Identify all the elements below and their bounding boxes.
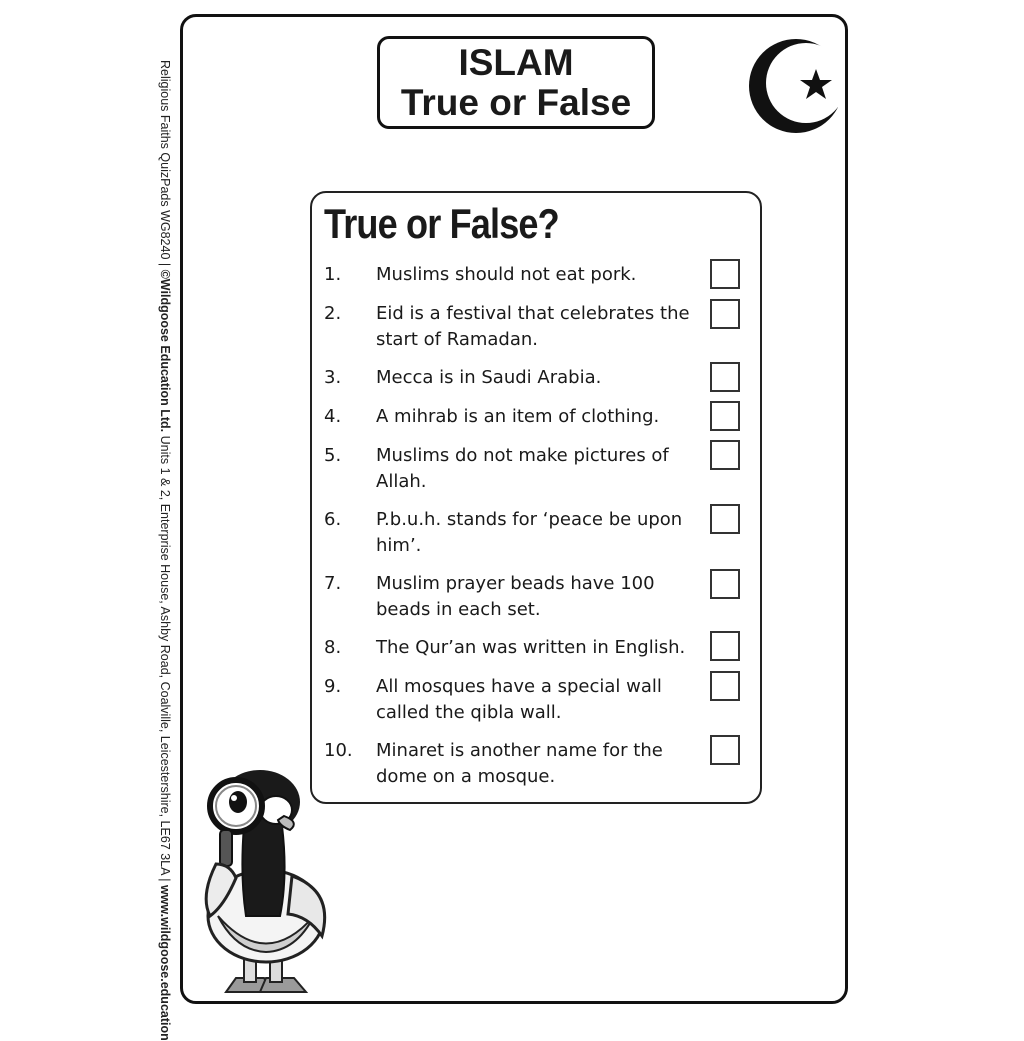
publisher-name: ©Wildgoose Education Ltd. bbox=[158, 269, 172, 433]
question-number: 2. bbox=[324, 303, 342, 324]
question-number: 6. bbox=[324, 509, 342, 530]
publisher-info bbox=[156, 60, 172, 1041]
crescent-star-icon bbox=[748, 36, 838, 136]
question-number: 3. bbox=[324, 367, 342, 388]
answer-checkbox[interactable] bbox=[710, 259, 740, 289]
question-text: Muslims should not eat pork. bbox=[376, 264, 637, 285]
publisher-website: www.wildgoose.education bbox=[158, 884, 172, 1041]
question-number: 10. bbox=[324, 740, 353, 761]
question-text: P.b.u.h. stands for ‘peace be upon him’. bbox=[376, 509, 683, 556]
answer-checkbox[interactable] bbox=[710, 440, 740, 470]
question-number: 7. bbox=[324, 573, 342, 594]
publisher-address: Units 1 & 2, Enterprise House, Ashby Road, Coalville, Leicestershire, LE67 3LA | bbox=[158, 432, 172, 885]
question-number: 8. bbox=[324, 637, 342, 658]
page-subtitle: True or False bbox=[400, 81, 632, 123]
answer-checkbox[interactable] bbox=[710, 631, 740, 661]
question-text: Muslim prayer beads have 100 beads in each set. bbox=[376, 573, 655, 620]
answer-checkbox[interactable] bbox=[710, 504, 740, 534]
answer-checkbox[interactable] bbox=[710, 735, 740, 765]
page-title: ISLAM bbox=[458, 41, 574, 83]
question-text: Mecca is in Saudi Arabia. bbox=[376, 367, 602, 388]
answer-checkbox[interactable] bbox=[710, 362, 740, 392]
question-text: The Qur’an was written in English. bbox=[376, 637, 686, 658]
answer-checkbox[interactable] bbox=[710, 671, 740, 701]
answer-checkbox[interactable] bbox=[710, 569, 740, 599]
product-code: Religious Faiths QuizPads WG8240 | bbox=[158, 60, 172, 270]
question-number: 5. bbox=[324, 445, 342, 466]
question-text: Muslims do not make pictures of Allah. bbox=[376, 445, 669, 492]
question-number: 1. bbox=[324, 264, 342, 285]
answer-checkbox[interactable] bbox=[710, 401, 740, 431]
question-text: All mosques have a special wall called the qibla wall. bbox=[376, 676, 662, 723]
title-box bbox=[377, 36, 655, 129]
quiz-heading: True or False? bbox=[324, 200, 559, 247]
goose-mascot-icon bbox=[196, 766, 336, 998]
question-text: A mihrab is an item of clothing. bbox=[376, 406, 660, 427]
question-text: Eid is a festival that celebrates the start of Ramadan. bbox=[376, 303, 690, 350]
question-text: Minaret is another name for the dome on a mosque. bbox=[376, 740, 663, 787]
question-number: 9. bbox=[324, 676, 342, 697]
question-number: 4. bbox=[324, 406, 342, 427]
answer-checkbox[interactable] bbox=[710, 299, 740, 329]
